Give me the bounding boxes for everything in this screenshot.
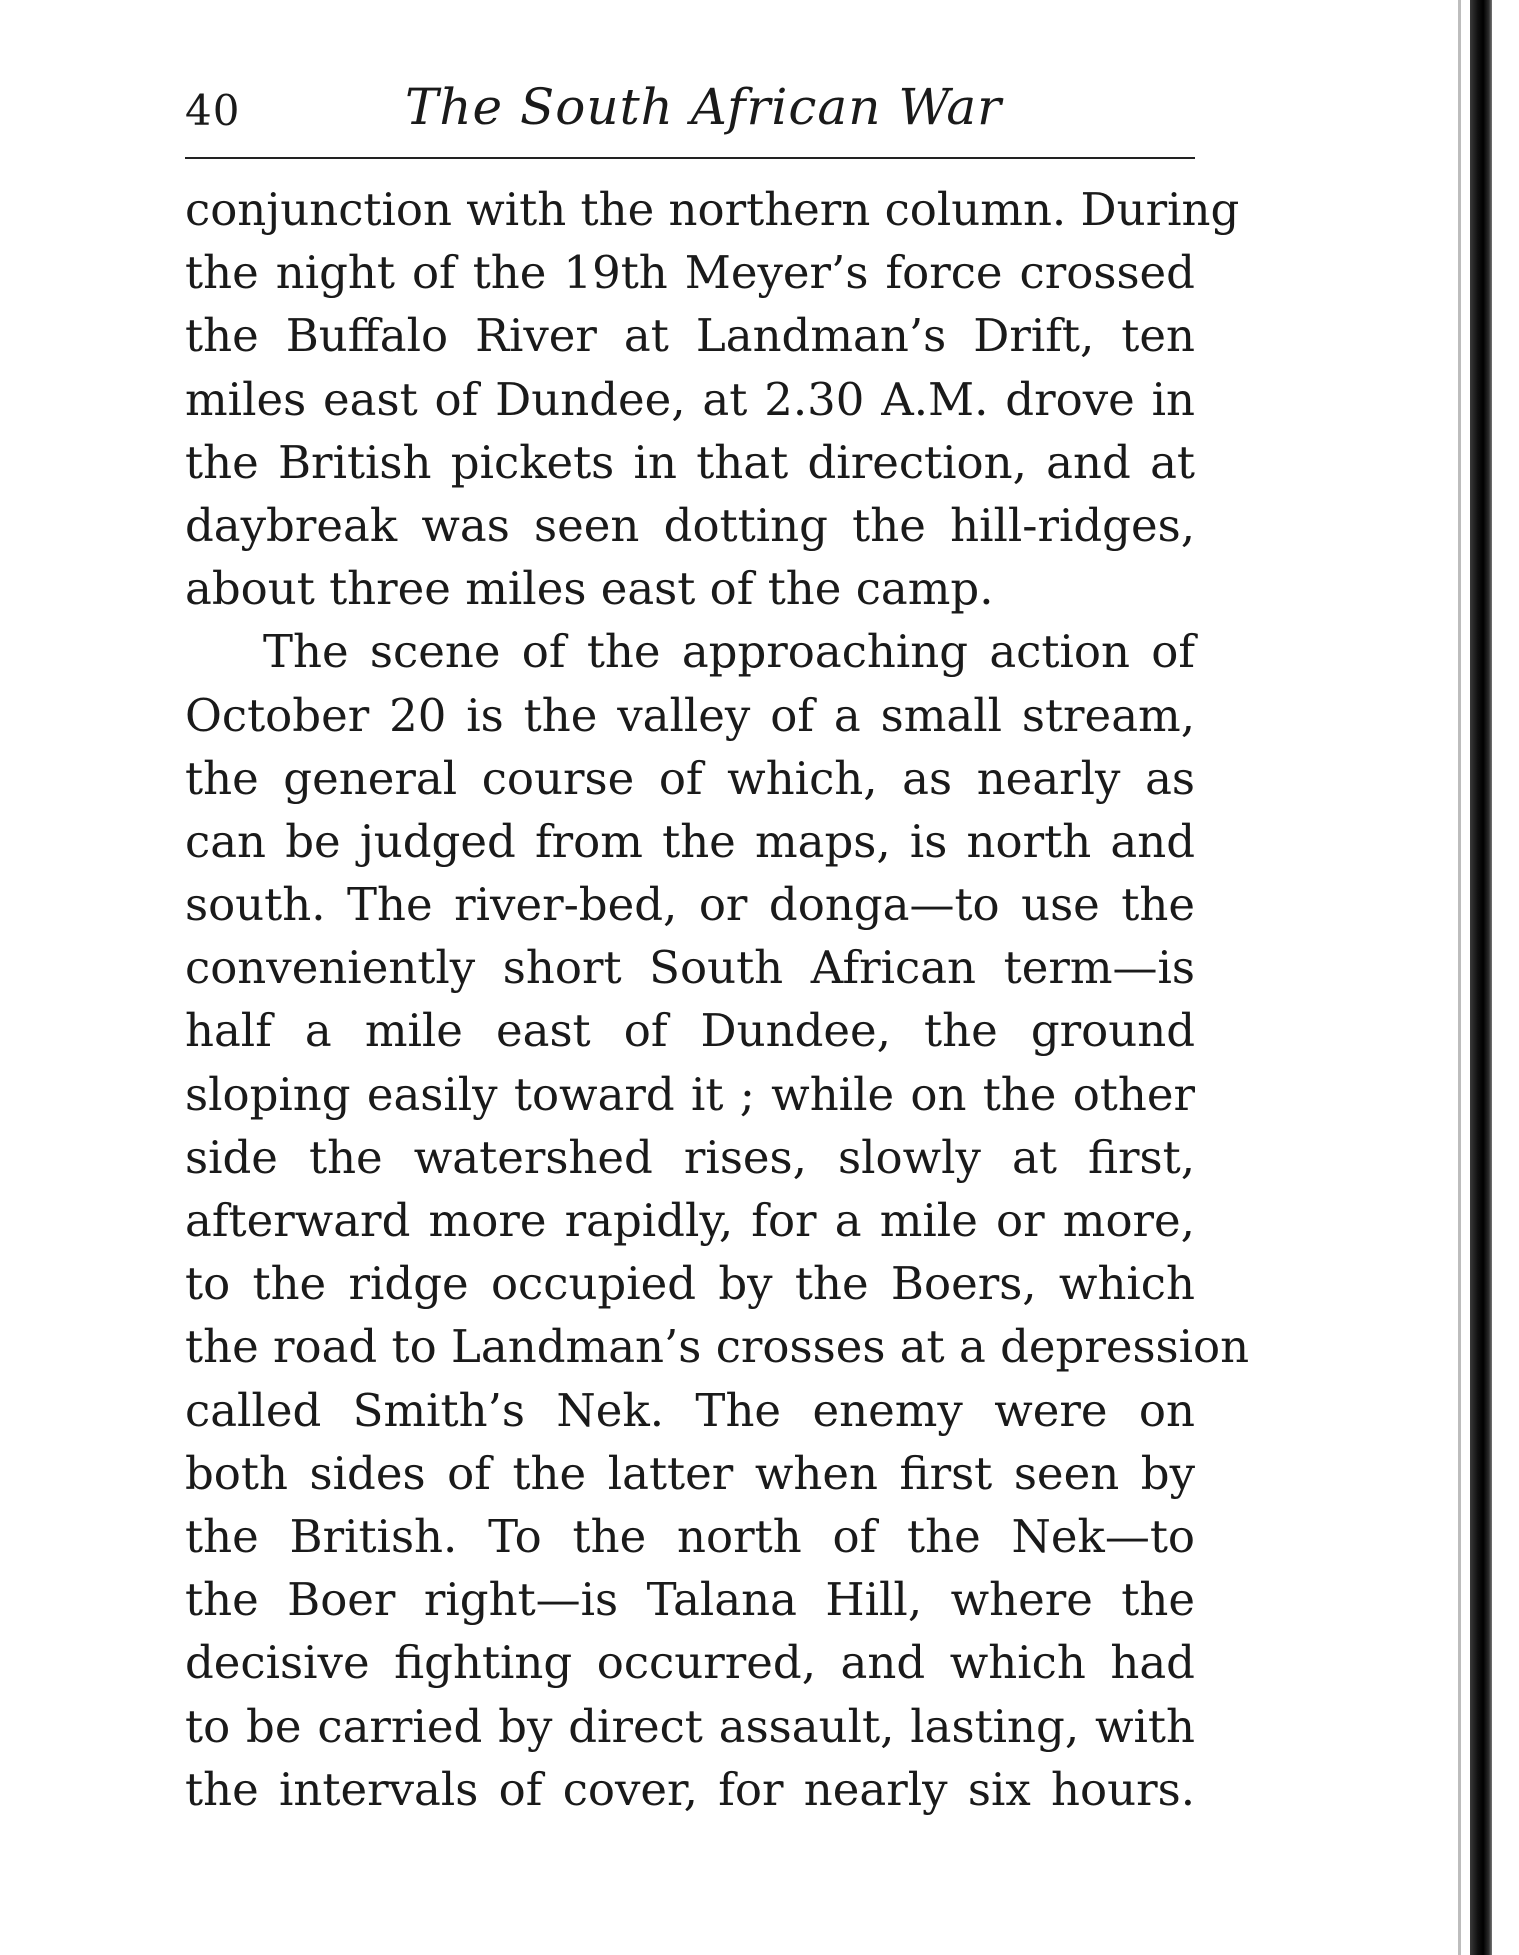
- text-line: can be judged from the maps, is north and: [185, 814, 1195, 868]
- text-line: the British pickets in that direction, and at: [185, 435, 1195, 489]
- scan-binding-edge: [1470, 0, 1492, 1955]
- text-line: both sides of the latter when first seen by: [185, 1446, 1195, 1500]
- text-line: conjunction with the northern column. During: [185, 183, 1240, 236]
- text-line: about three miles east of the camp.: [185, 562, 994, 616]
- text-line: the Boer right—is Talana Hill, where the: [185, 1573, 1195, 1627]
- text-line: daybreak was seen dotting the hill-ridges,: [185, 498, 1195, 552]
- text-line: called Smith’s Nek. The enemy were on: [185, 1383, 1195, 1437]
- text-line: October 20 is the valley of a small stream,: [185, 688, 1195, 742]
- text-line: The scene of the approaching action of: [263, 625, 1195, 679]
- text-line: to be carried by direct assault, lasting, with: [185, 1699, 1195, 1753]
- text-line: the road to Landman’s crosses at a depression: [185, 1320, 1250, 1374]
- page-number: 40: [185, 86, 241, 135]
- text-line: side the watershed rises, slowly at first,: [185, 1130, 1195, 1184]
- page-header: [185, 78, 1195, 148]
- paragraph-1: [185, 178, 1240, 620]
- text-line: the general course of which, as nearly as: [185, 751, 1195, 805]
- text-line: half a mile east of Dundee, the ground: [185, 1004, 1195, 1058]
- text-line: miles east of Dundee, at 2.30 A.M. drove in: [185, 372, 1195, 426]
- text-line: conveniently short South African term—is: [185, 941, 1195, 995]
- scan-gutter-shadow: [1458, 0, 1461, 1955]
- body-text: [185, 178, 1250, 1821]
- text-line: south. The river-bed, or donga—to use the: [185, 878, 1195, 932]
- text-line: decisive fighting occurred, and which had: [185, 1636, 1195, 1690]
- paragraph-2: [185, 620, 1250, 1821]
- text-line: the intervals of cover, for nearly six hours.: [185, 1762, 1195, 1816]
- running-head-title: The South African War: [405, 78, 1003, 136]
- text-line: sloping easily toward it ; while on the other: [185, 1067, 1195, 1121]
- text-line: the night of the 19th Meyer’s force crossed: [185, 246, 1195, 300]
- header-rule: [185, 157, 1195, 159]
- text-line: afterward more rapidly, for a mile or more,: [185, 1194, 1195, 1247]
- text-line: the British. To the north of the Nek—to: [185, 1509, 1195, 1563]
- text-line: to the ridge occupied by the Boers, which: [185, 1257, 1195, 1311]
- text-line: the Buffalo River at Landman’s Drift, ten: [185, 309, 1195, 363]
